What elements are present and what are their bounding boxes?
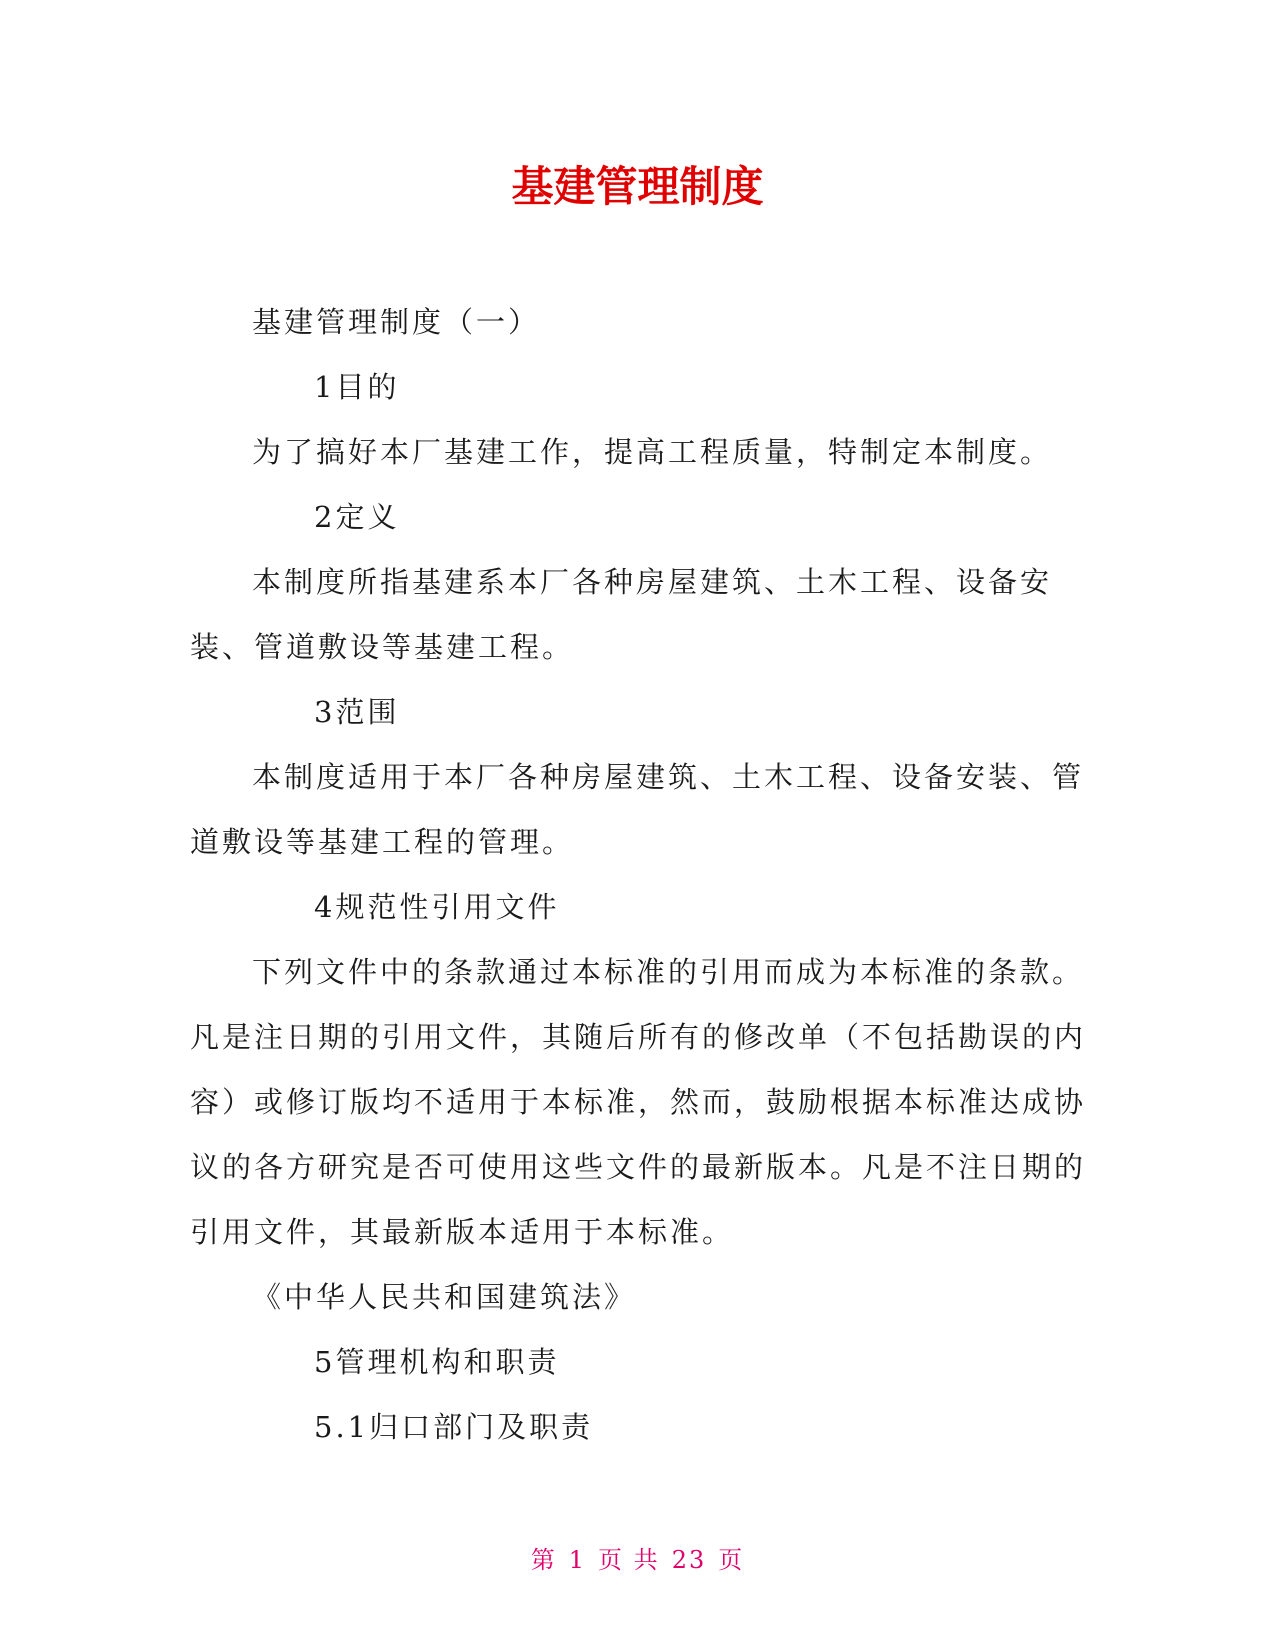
referenced-law: 《中华人民共和国建筑法》	[252, 1280, 637, 1314]
paragraph-scope: 本制度适用于本厂各种房屋建筑、土木工程、设备安装、管道敷设等基建工程的管理。	[190, 760, 1085, 859]
paragraph-purpose: 为了搞好本厂基建工作，提高工程质量，特制定本制度。	[252, 435, 1053, 469]
section-number: 2	[314, 500, 336, 534]
section-heading-2	[190, 485, 1090, 550]
page-footer	[0, 1540, 1275, 1575]
section-heading-text: 定义	[335, 500, 400, 534]
page-label-mid: 页 共	[598, 1546, 660, 1574]
section-heading-5-1	[190, 1395, 1090, 1460]
page-label-suffix: 页	[718, 1546, 745, 1574]
section-number: 1	[314, 370, 336, 404]
document-body	[190, 290, 1090, 1460]
section-heading-1	[190, 355, 1090, 420]
section-number: 3	[314, 695, 336, 729]
paragraph-definition: 本制度所指基建系本厂各种房屋建筑、土木工程、设备安装、管道敷设等基建工程。	[190, 565, 1053, 664]
section-subtitle: 基建管理制度（一）	[252, 305, 541, 339]
paragraph-references: 下列文件中的条款通过本标准的引用而成为本标准的条款。凡是注日期的引用文件，其随后所有的修改单（不包括勘误的内容）或修订版均不适用于本标准，然而，鼓励根据本标准达成协议的各方研究是否可使用这些文件的最新版本。凡是不注日期的引用文件，其最新版本适用于本标准。	[190, 955, 1087, 1249]
section-heading-5	[190, 1330, 1090, 1395]
section-heading-3	[190, 680, 1090, 745]
section-heading-text: 范围	[335, 695, 400, 729]
total-pages-number: 23	[671, 1546, 707, 1574]
section-number: 5.1	[314, 1410, 370, 1444]
page-label-prefix: 第	[530, 1546, 557, 1574]
section-heading-text: 目的	[335, 370, 400, 404]
document-title: 基建管理制度	[511, 162, 764, 211]
section-heading-text: 管理机构和职责	[335, 1345, 560, 1379]
section-heading-4	[190, 875, 1090, 940]
section-number: 4	[314, 890, 336, 924]
section-number: 5	[314, 1345, 336, 1379]
section-heading-text: 归口部门及职责	[369, 1410, 594, 1444]
current-page-number: 1	[568, 1546, 587, 1574]
section-heading-text: 规范性引用文件	[335, 890, 560, 924]
